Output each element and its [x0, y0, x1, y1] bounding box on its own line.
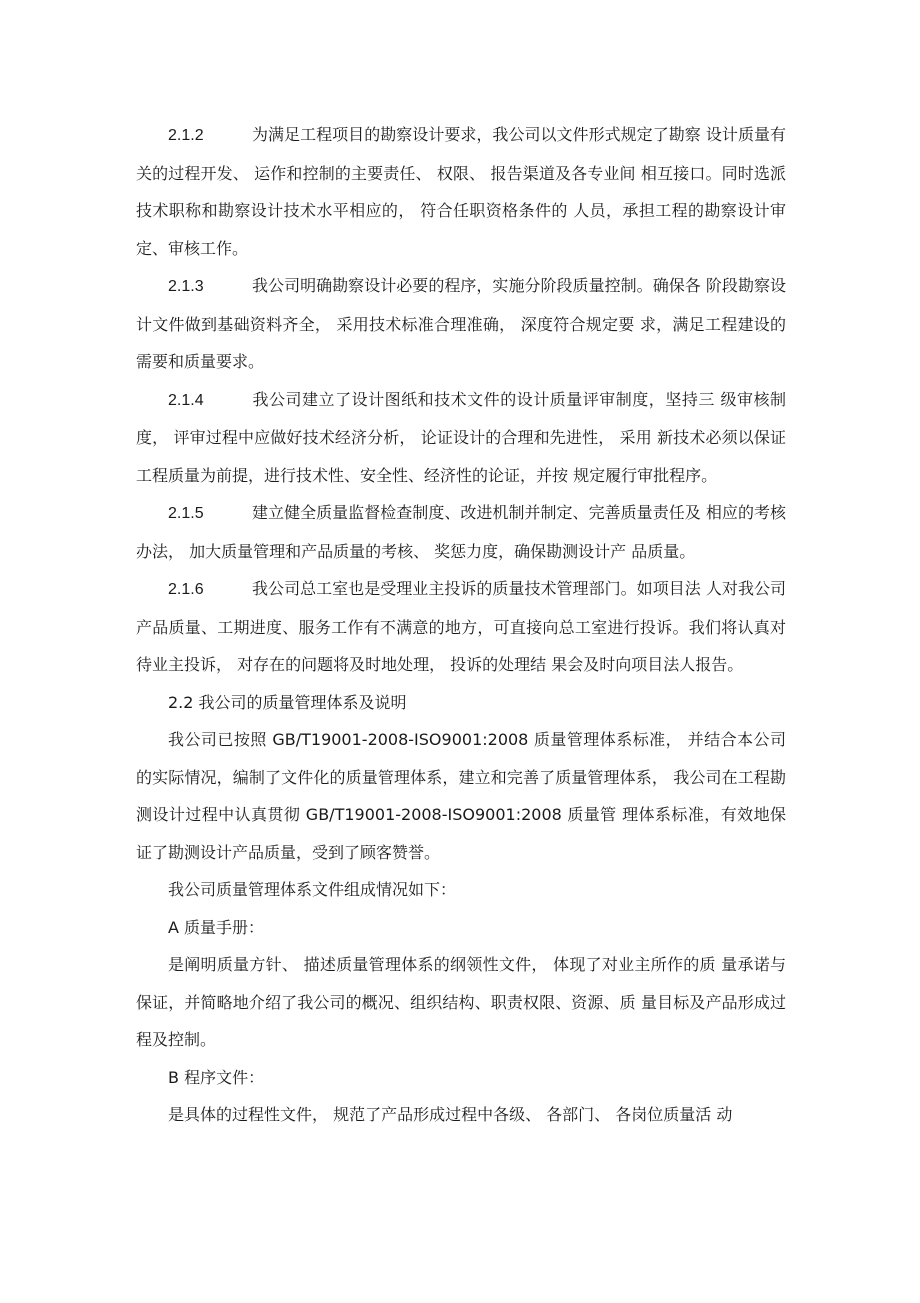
paragraph-text: 我公司建立了设计图纸和技术文件的设计质量评审制度，坚持三 级审核制度， 评审过程中应做好技术经济分析， 论证设计的合理和先进性， 采用 新技术必须以保证工程质量为前提，进行技术性、安全性、经济性的论证，并按 规定履行审批程序。 [136, 389, 786, 485]
clause-number: 2.1.5 [168, 505, 204, 522]
paragraph-text: 建立健全质量监督检查制度、改进机制并制定、完善质量责任及 相应的考核办法， 加大质量管理和产品质量的考核、 奖惩力度，确保勘测设计产 品质量。 [136, 503, 786, 561]
paragraph-2-1-2 [136, 116, 786, 267]
clause-number: 2.1.2 [168, 127, 204, 144]
item-b-title: B 程序文件： [168, 1067, 265, 1087]
paragraph-2-1-4 [136, 381, 786, 495]
clause-number: 2.1.3 [168, 278, 204, 295]
paragraph-text: 我公司明确勘察设计必要的程序，实施分阶段质量控制。确保各 阶段勘察设计文件做到基础资料齐全， 采用技术标准合理准确， 深度符合规定要 求，满足工程建设的需要和质量要求。 [136, 276, 786, 371]
item-b-body: 是具体的过程性文件， 规范了产品形成过程中各级、 各部门、 各岗位质量活 动 [168, 1105, 733, 1124]
item-a-title: A 质量手册： [168, 917, 265, 937]
document-page [136, 116, 786, 1134]
section-body-paragraph: 我公司已按照 GB/T19001-2008-ISO9001:2008 质量管理体系标准， 并结合本公司的实际情况，编制了文件化的质量管理体系，建立和完善了质量管理体系， 我公司在工程勘测设计过程中认真贯彻 GB/T19001-2008-ISO9001:2008 质量管 理体系标准，有效地保证了勘测设计产品质量，受到了顾客赞誉。 [136, 730, 786, 862]
clause-number: 2.1.6 [168, 581, 204, 598]
paragraph-text: 我公司总工室也是受理业主投诉的质量技术管理部门。如项目法 人对我公司产品质量、工期进度、服务工作有不满意的地方，可直接向总工室进行投诉。我们将认真对待业主投诉， 对存在的问题将及时地处理， 投诉的处理结 果会及时向项目法人报告。 [136, 579, 786, 674]
paragraph-text: 为满足工程项目的勘察设计要求，我公司以文件形式规定了勘察 设计质量有关的过程开发、 运作和控制的主要责任、 权限、 报告渠道及各专业间 相互接口。同时选派技术职称和勘察设计技术水平相应的， 符合任职资格条件的 人员，承担工程的勘察设计审定、审核工作。 [136, 125, 786, 258]
item-a-body: 是阐明质量方针、 描述质量管理体系的纲领性文件， 体现了对业主所作的质 量承诺与保证，并简略地介绍了我公司的概况、组织结构、职责权限、资源、质 量目标及产品形成过程及控制。 [136, 955, 786, 1049]
composition-intro: 我公司质量管理体系文件组成情况如下： [168, 880, 457, 899]
section-heading: 2.2 我公司的质量管理体系及说明 [168, 692, 407, 712]
clause-number: 2.1.4 [168, 391, 204, 409]
paragraph-2-1-6 [136, 570, 786, 684]
paragraph-2-1-5 [136, 494, 786, 570]
paragraph-2-1-3 [136, 267, 786, 381]
